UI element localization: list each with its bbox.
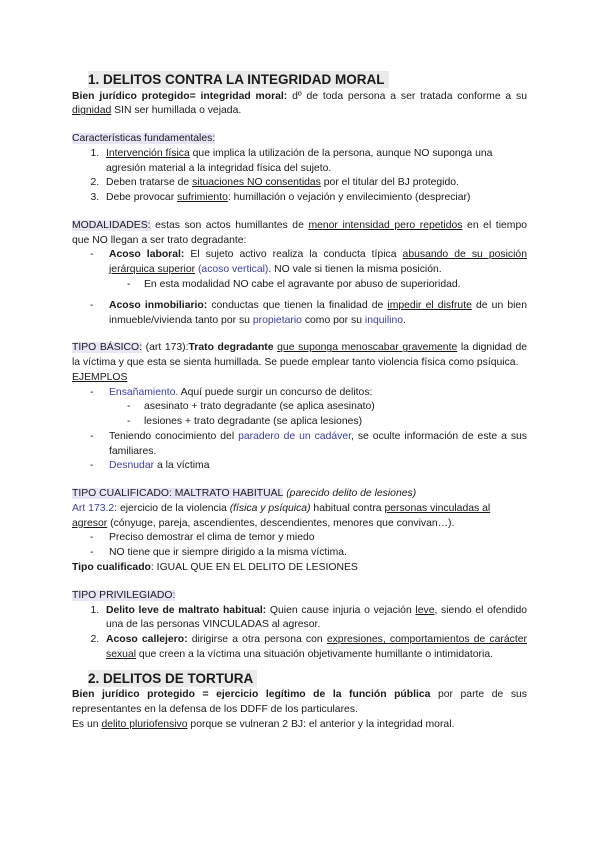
list-item: 2. Acoso callejero: dirigirse a otra persona con expresiones, comportamientos de carácter sexual que creen a la víctima una situación objetivamente humillante o intimidatoria. [102,633,527,663]
ejemplos-list [72,386,527,475]
bien-juridico-1: Bien jurídico protegido= integridad moral: dº de toda persona a ser tratada conforme a su dignidad SIN ser humillada o vejada. [72,90,528,117]
bien-juridico-2: Bien jurídico protegido = ejercicio legítimo de la función pública por parte de sus representantes en la defensa de los DDFF de los particulares. [72,689,527,715]
sub-list [109,400,527,430]
list-item: 3. Debe provocar sufrimiento: humillación o vejación y envilecimiento (despreciar) [102,191,527,206]
art-173-2-paragraph: Art 173.2: ejercicio de la violencia (física y psíquica) habitual contra personas vinculadas al agresor (cónyuge, pareja, ascendientes, descendientes, menores que convivan…). [72,502,491,529]
section-1-title: 1. DELITOS CONTRA LA INTEGRIDAD MORAL [88,70,527,90]
caracteristicas-title: Características fundamentales: [72,133,216,145]
list-item: - asesinato + trato degradante (se aplica asesinato) [127,400,527,415]
list-item: - Desnudar a la víctima [90,459,527,474]
caracteristicas-list [72,147,527,206]
list-item: 2. Deben tratarse de situaciones NO consentidas por el titular del BJ protegido. [102,176,527,191]
section-2-title: 2. DELITOS DE TORTURA [88,669,527,689]
privilegiado-list [72,604,527,663]
list-item: - lesiones + trato degradante (se aplica lesiones) [127,415,527,430]
list-item: - NO tiene que ir siempre dirigido a la misma víctima. [90,546,527,561]
tipo-cualificado-line: Tipo cualificado: IGUAL QUE EN EL DELITO DE LESIONES [72,562,358,573]
tipo-basico-paragraph: TIPO BÁSICO: (art 173):Trato degradante que suponga menoscabar gravemente la dignidad de la víctima y que esta se sienta humillada. Se puede emplear tanto violencia física como psíquica. [72,342,528,369]
ejemplos-title: EJEMPLOS [72,371,128,383]
modalidades-list [72,248,527,328]
tipo-privilegiado-title: TIPO PRIVILEGIADO: [72,589,176,601]
pluriofensivo-line: Es un delito pluriofensivo porque se vulneran 2 BJ: el anterior y la integridad moral. [72,718,455,730]
tipo-cualificado-title: TIPO CUALIFICADO: MALTRATO HABITUAL (parecido delito de lesiones) [72,488,417,500]
list-item: 1. Delito leve de maltrato habitual: Quien cause injuria o vejación leve, siendo el ofendido una de las personas VINCULADAS al agresor. [102,604,527,634]
sub-list [109,278,527,293]
list-item: 1. Intervención física que implica la utilización de la persona, aunque NO suponga una agresión material a la integridad física del sujeto. [102,147,527,177]
list-item: - Acoso laboral: El sujeto activo realiza la conducta típica abusando de su posición jerárquica superior (acoso vertical). NO vale si tienen la misma posición. - En esta modalidad NO cabe el agravante por abuso de superioridad. [90,248,527,292]
list-item: - Teniendo conocimiento del paradero de un cadáver, se oculte información de este a sus familiares. [90,430,527,460]
cualificado-list [72,531,527,561]
modalidades-paragraph: MODALIDADES: estas son actos humillantes de menor intensidad pero repetidos en el tiempo que NO llegan a ser trato degradante: [72,219,527,246]
list-item: - Preciso demostrar el clima de temor y miedo [90,531,527,546]
document-page [72,70,527,732]
list-item: - En esta modalidad NO cabe el agravante por abuso de superioridad. [127,278,527,293]
list-item: - Ensañamiento. Aquí puede surgir un concurso de delitos: - asesinato + trato degradante (se aplica asesinato) - lesiones + trato degradante (se aplica lesiones) [90,386,527,430]
list-item: - Acoso inmobiliario: conductas que tienen la finalidad de impedir el disfrute de un bien inmueble/vivienda tanto por su propietario como por su inquilino. [90,299,527,329]
